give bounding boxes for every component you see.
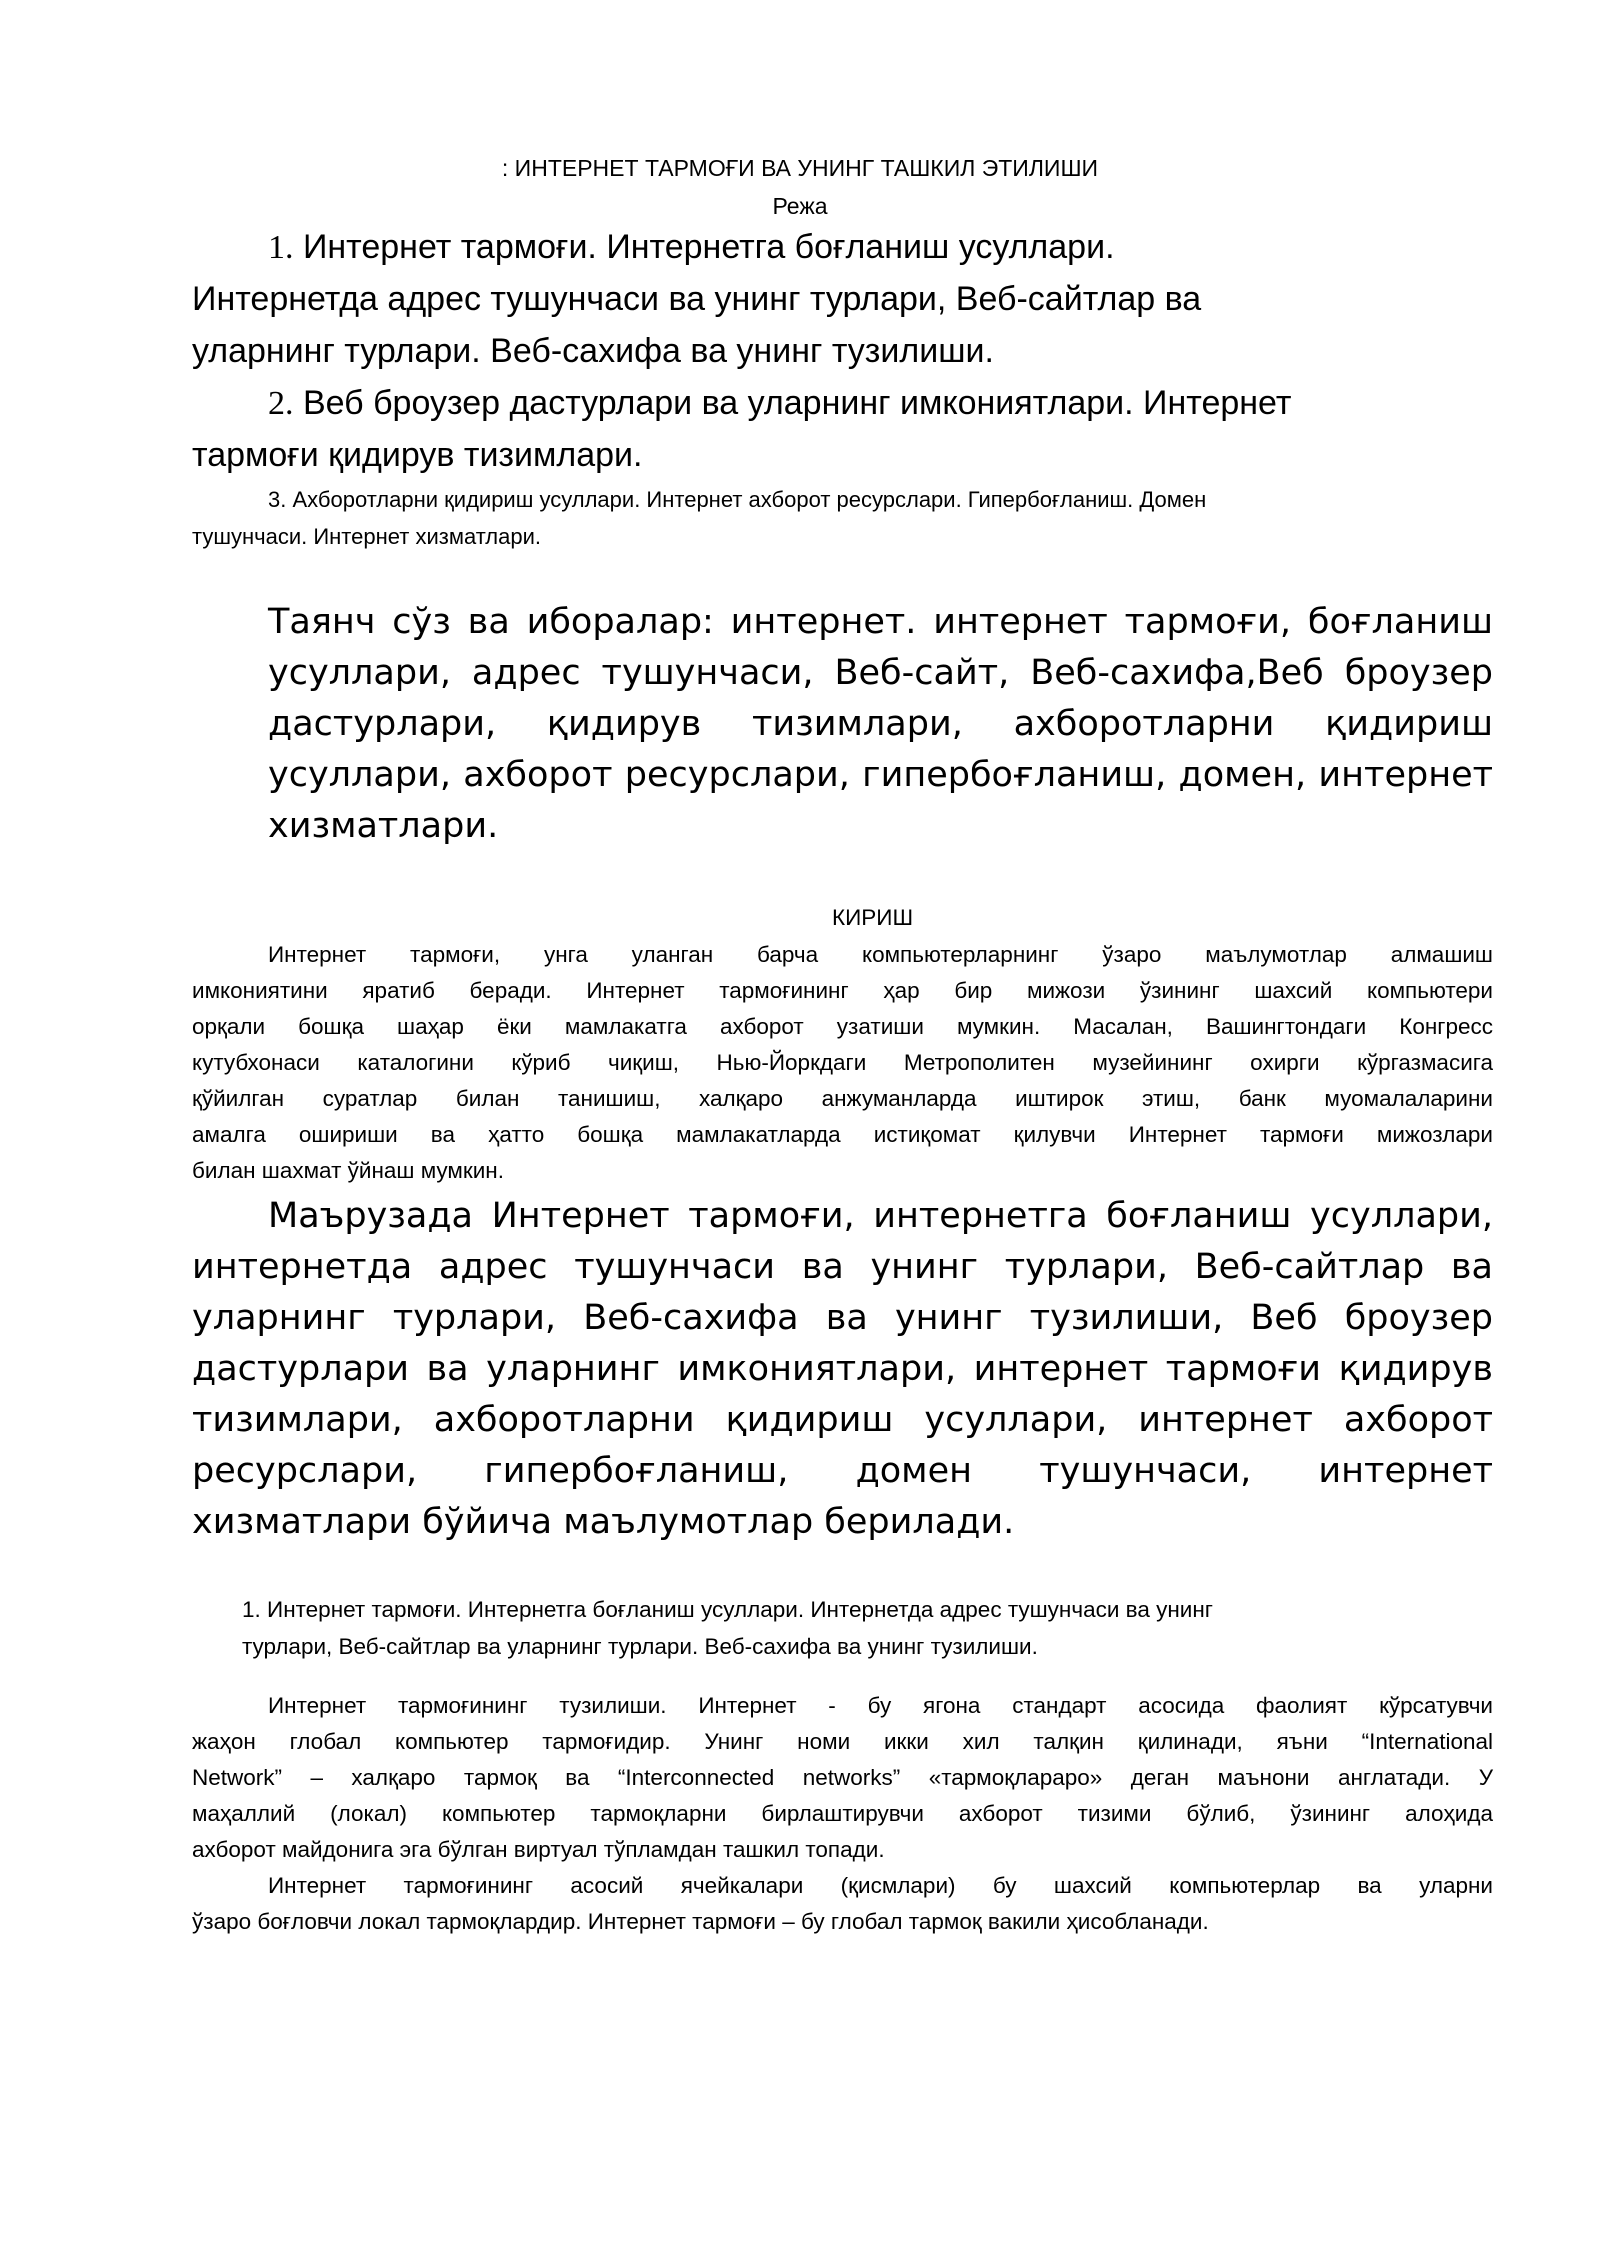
- keywords-line-5: хизматлари.: [268, 806, 499, 846]
- intro-para-line-5: қўйилган суратлар билан танишиш, халқаро анжуманларда иштирок этиш, банк муомалаларини: [192, 1086, 1493, 1111]
- plan-item-3-line-1: 3. Ахборотларни қидириш усуллари. Интернет ахборот ресурслари. Гипербоғланиш. Домен: [268, 487, 1207, 512]
- structure-para-line-1: Интернет тармоғининг тузилиши. Интернет - бу ягона стандарт асосида фаолият кўрсатувчи: [268, 1693, 1493, 1718]
- lecture-para-line-2: интернетда адрес тушунчаси ва унинг турлари, Веб-сайтлар ва: [192, 1247, 1493, 1287]
- plan-item-2-line-2: тармоғи қидирув тизимлари.: [192, 436, 643, 474]
- intro-para-line-4: кутубхонаси каталогини кўриб чиқиш, Нью-Йоркдаги Метрополитен музейининг охирги кўргазмасига: [192, 1050, 1493, 1075]
- section-1-heading-line-2: турлари, Веб-сайтлар ва уларнинг турлари. Веб-сахифа ва унинг тузилиши.: [242, 1634, 1038, 1659]
- lecture-para-line-7: хизматлари бўйича маълумотлар берилади.: [192, 1502, 1015, 1542]
- intro-heading: КИРИШ: [832, 905, 914, 930]
- lecture-para-line-3: уларнинг турлари, Веб-сахифа ва унинг тузилиши, Веб броузер: [192, 1298, 1493, 1338]
- cells-para-line-2: ўзаро боғловчи локал тармоқлардир. Интернет тармоғи – бу глобал тармоқ вакили ҳисобланади.: [192, 1909, 1209, 1934]
- structure-para-line-2: жаҳон глобал компьютер тармоғидир. Унинг номи икки хил талқин қилинади, яъни “International: [192, 1729, 1493, 1754]
- plan-item-1-number: 1.: [268, 229, 294, 266]
- plan-item-2-number: 2.: [268, 385, 294, 422]
- keywords-line-1: Таянч сўз ва иборалар: интернет. интернет тармоғи, боғланиш: [268, 602, 1493, 642]
- intro-para-line-7: билан шахмат ўйнаш мумкин.: [192, 1158, 504, 1183]
- lecture-para-line-5: тизимлари, ахборотларни қидириш усуллари, интернет ахборот: [192, 1400, 1493, 1440]
- section-1-heading-line-1: 1. Интернет тармоғи. Интернетга боғланиш усуллари. Интернетда адрес тушунчаси ва унинг: [242, 1597, 1214, 1622]
- plan-item-1-line-1: 1. Интернет тармоғи. Интернетга боғланиш усуллари.: [268, 228, 1115, 266]
- keywords-line-4: усуллари, ахборот ресурслари, гипербоғланиш, домен, интернет: [268, 755, 1493, 795]
- keywords-line-2: усуллари, адрес тушунчаси, Веб-сайт, Веб-сахифа,Веб броузер: [268, 653, 1493, 693]
- intro-para-line-6: амалга ошириши ва ҳатто бошқа мамлакатларда истиқомат қилувчи Интернет тармоғи мижозлари: [192, 1122, 1493, 1147]
- plan-item-1-line-3: уларнинг турлари. Веб-сахифа ва унинг тузилиши.: [192, 332, 994, 370]
- document-title: : ИНТЕРНЕТ ТАРМОҒИ ВА УНИНГ ТАШКИЛ ЭТИЛИШИ: [501, 155, 1099, 181]
- intro-para-line-1: Интернет тармоғи, унга уланган барча компьютерларнинг ўзаро маълумотлар алмашиш: [268, 942, 1493, 967]
- plan-label: Режа: [772, 193, 828, 219]
- lecture-para-line-4: дастурлари ва уларнинг имкониятлари, интернет тармоғи қидирув: [192, 1349, 1493, 1389]
- intro-para-line-2: имкониятини яратиб беради. Интернет тармоғининг ҳар бир мижози ўзининг шахсий компьютери: [192, 978, 1493, 1003]
- plan-item-1-line-2: Интернетда адрес тушунчаси ва унинг турлари, Веб-сайтлар ва: [192, 280, 1202, 318]
- plan-item-2-line-1: 2. Веб броузер дастурлари ва уларнинг имкониятлари. Интернет: [268, 384, 1292, 422]
- lecture-para-line-1: Маърузада Интернет тармоғи, интернетга боғланиш усуллари,: [268, 1196, 1493, 1236]
- structure-para-line-3: Network” – халқаро тармоқ ва “Interconnected networks” «тармоқлараро» деган маънони англатади. У: [192, 1765, 1493, 1790]
- lecture-para-line-6: ресурслари, гипербоғланиш, домен тушунчаси, интернет: [192, 1451, 1493, 1491]
- keywords-line-3: дастурлари, қидирув тизимлари, ахборотларни қидириш: [268, 704, 1493, 744]
- intro-para-line-3: орқали бошқа шаҳар ёки мамлакатга ахборот узатиши мумкин. Масалан, Вашингтондаги Конгресс: [192, 1014, 1493, 1039]
- structure-para-line-4: маҳаллий (локал) компьютер тармоқларни бирлаштирувчи ахборот тизими бўлиб, ўзининг алоҳида: [192, 1801, 1493, 1826]
- cells-para-line-1: Интернет тармоғининг асосий ячейкалари (қисмлари) бу шахсий компьютерлар ва уларни: [268, 1873, 1493, 1898]
- structure-para-line-5: ахборот майдонига эга бўлган виртуал тўпламдан ташкил топади.: [192, 1837, 885, 1862]
- plan-item-3-line-2: тушунчаси. Интернет хизматлари.: [192, 524, 541, 549]
